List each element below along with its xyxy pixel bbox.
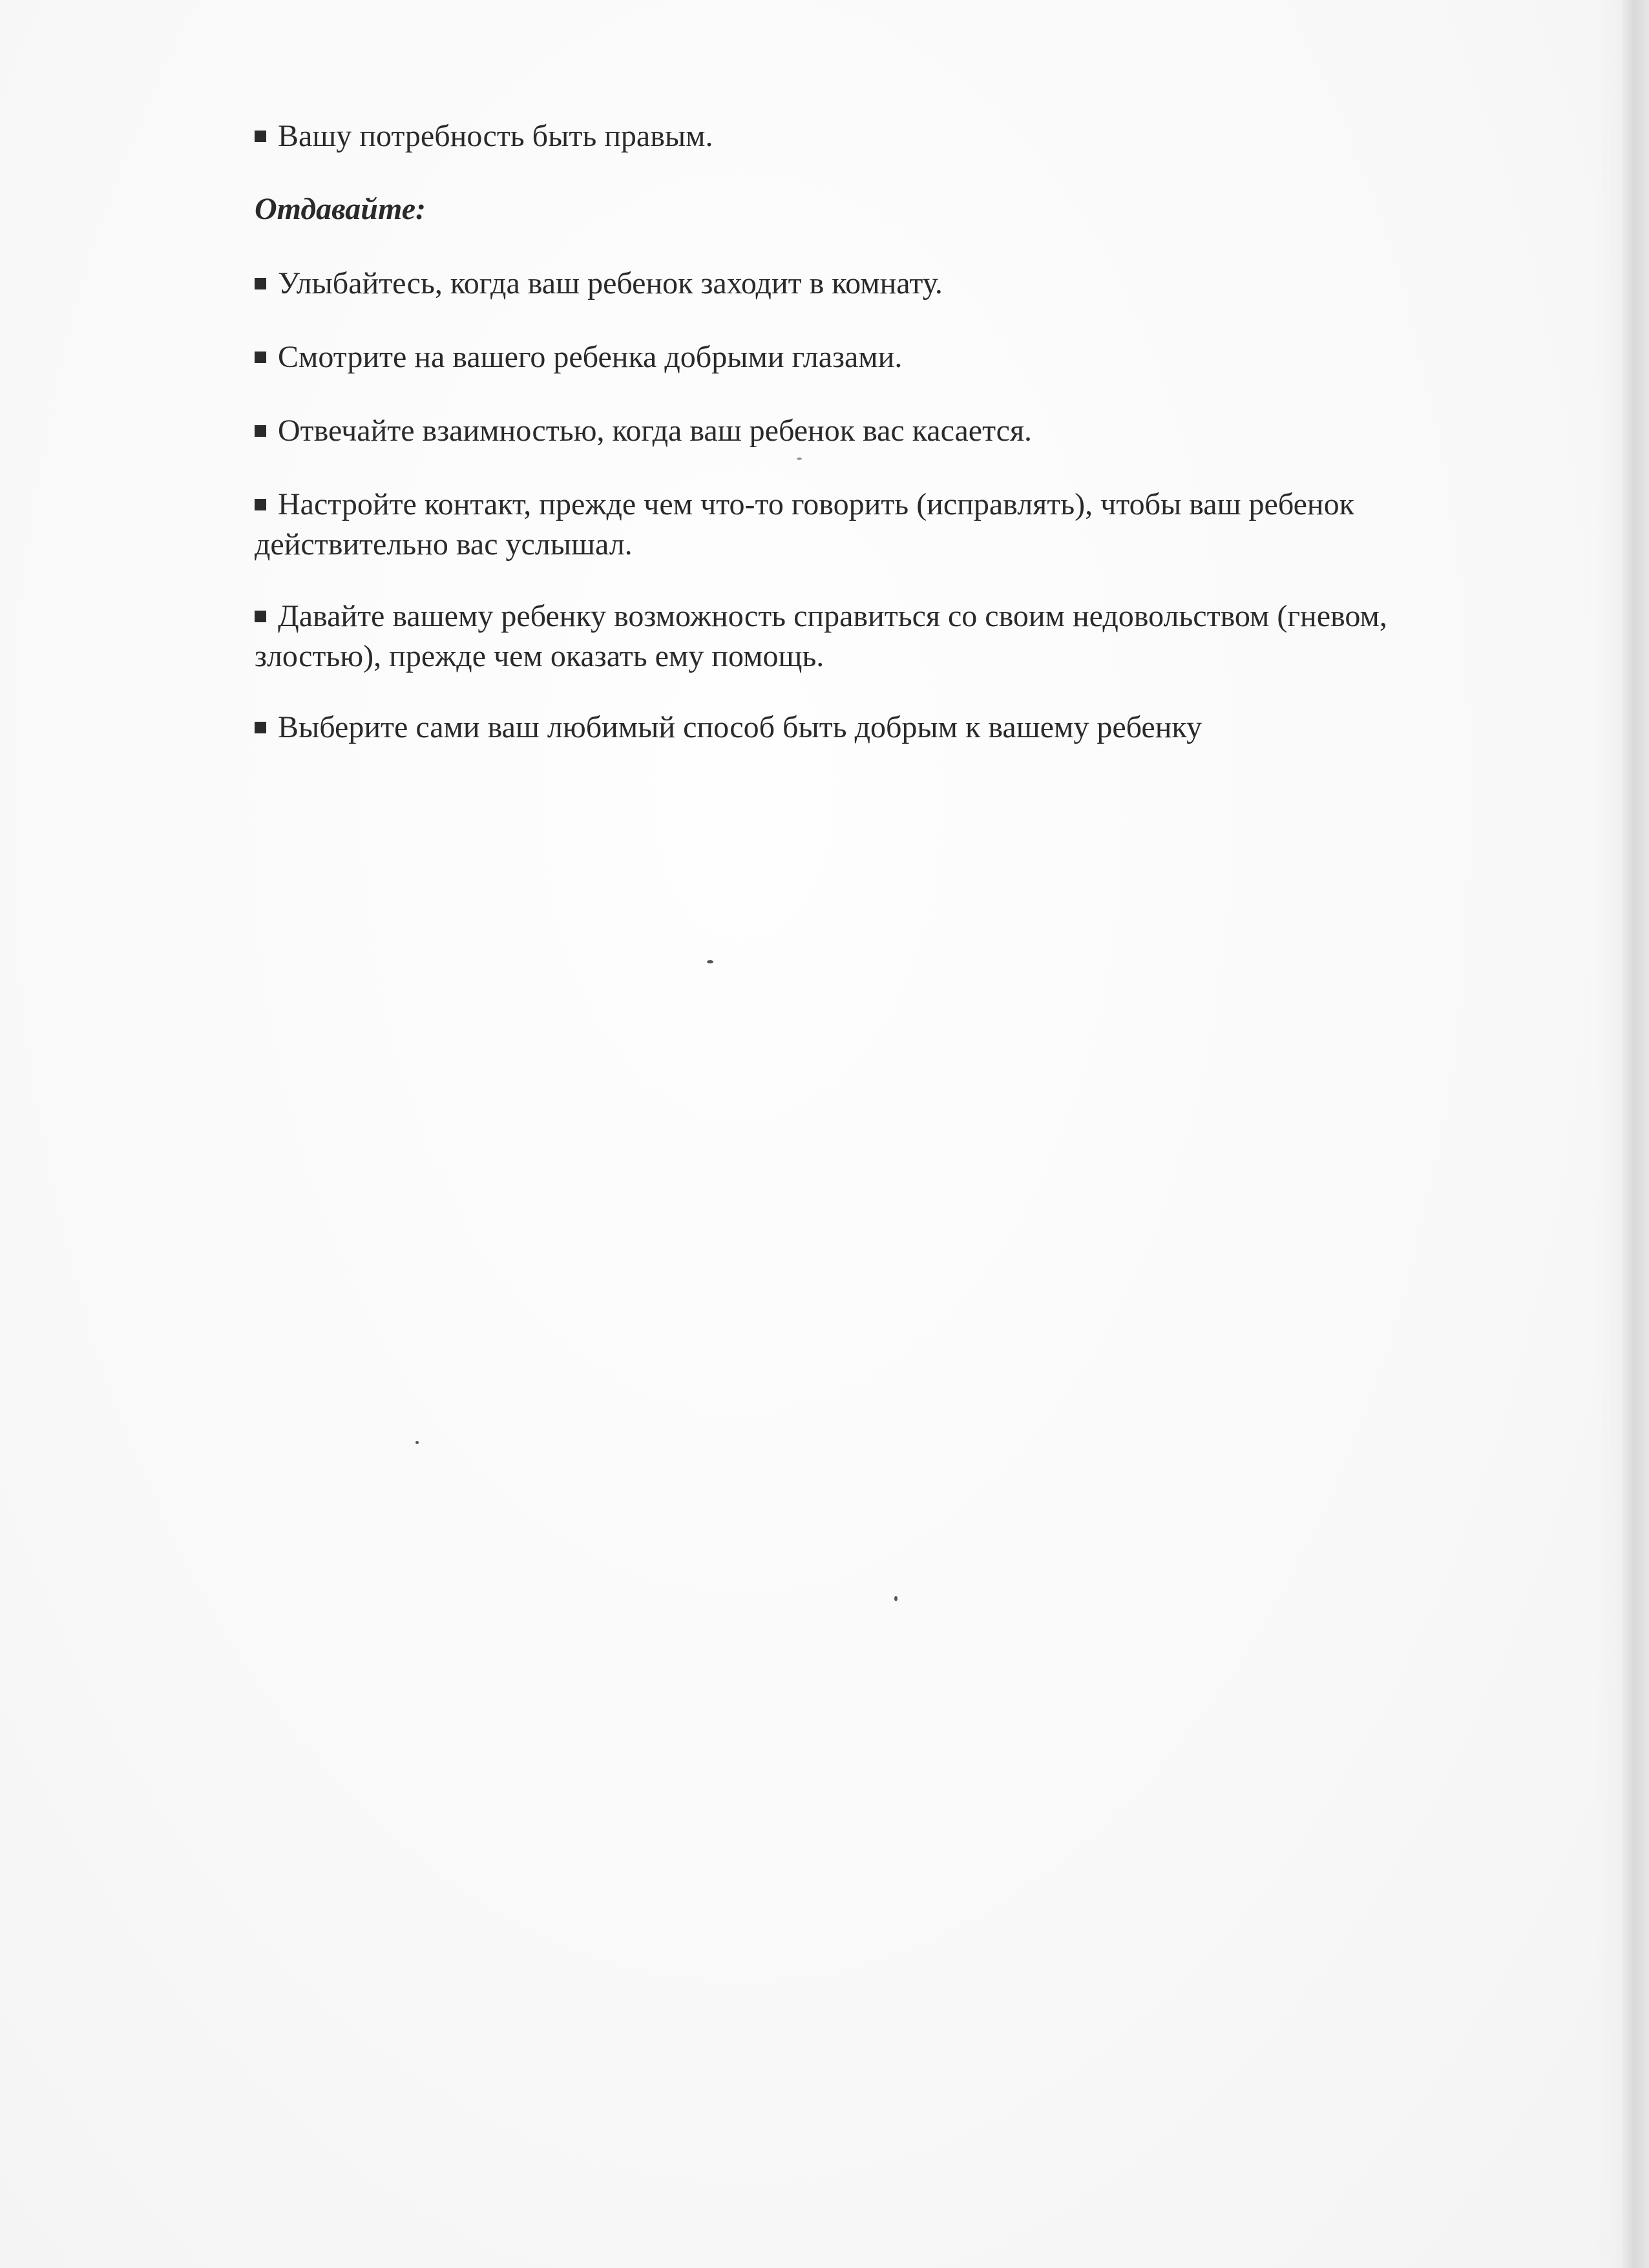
list-item-text: Улыбайтесь, когда ваш ребенок заходит в комнату. xyxy=(278,266,943,300)
list-item-text: Настройте контакт, прежде чем что-то говорить (исправлять), чтобы ваш ребенок действительно вас услышал. xyxy=(255,487,1354,562)
list-item-contact xyxy=(255,485,1482,565)
square-bullet-icon xyxy=(255,131,266,142)
section-heading xyxy=(255,189,1482,229)
square-bullet-icon xyxy=(255,611,266,622)
dust-speck xyxy=(415,1441,419,1444)
square-bullet-icon xyxy=(255,722,266,733)
section-heading-text: Отдавайте: xyxy=(255,192,426,226)
list-item-smile xyxy=(255,264,1482,304)
square-bullet-icon xyxy=(255,352,266,363)
dust-speck xyxy=(797,457,802,460)
list-item-text: Вашу потребность быть правым. xyxy=(278,119,713,153)
square-bullet-icon xyxy=(255,425,266,437)
square-bullet-icon xyxy=(255,278,266,289)
list-item-reciprocate xyxy=(255,411,1482,451)
list-item-text: Выберите сами ваш любимый способ быть добрым к вашему ребенку xyxy=(278,710,1203,744)
list-item-text: Отвечайте взаимностью, когда ваш ребенок вас касается. xyxy=(278,414,1033,448)
list-item-text: Смотрите на вашего ребенка добрыми глазами. xyxy=(278,340,903,374)
list-item-text: Давайте вашему ребенку возможность справиться со своим недовольством (гневом, злостью), прежде чем оказать ему помощь. xyxy=(255,599,1387,673)
list-item-kind-eyes xyxy=(255,337,1482,377)
list-item-choose xyxy=(255,708,1482,748)
dust-speck xyxy=(894,1596,898,1601)
square-bullet-icon xyxy=(255,499,266,510)
scan-edge xyxy=(1622,0,1649,2268)
scan-shadow xyxy=(1596,0,1622,2268)
list-item-need-right xyxy=(255,116,1482,156)
dust-speck xyxy=(707,960,713,963)
list-item-cope xyxy=(255,596,1482,677)
